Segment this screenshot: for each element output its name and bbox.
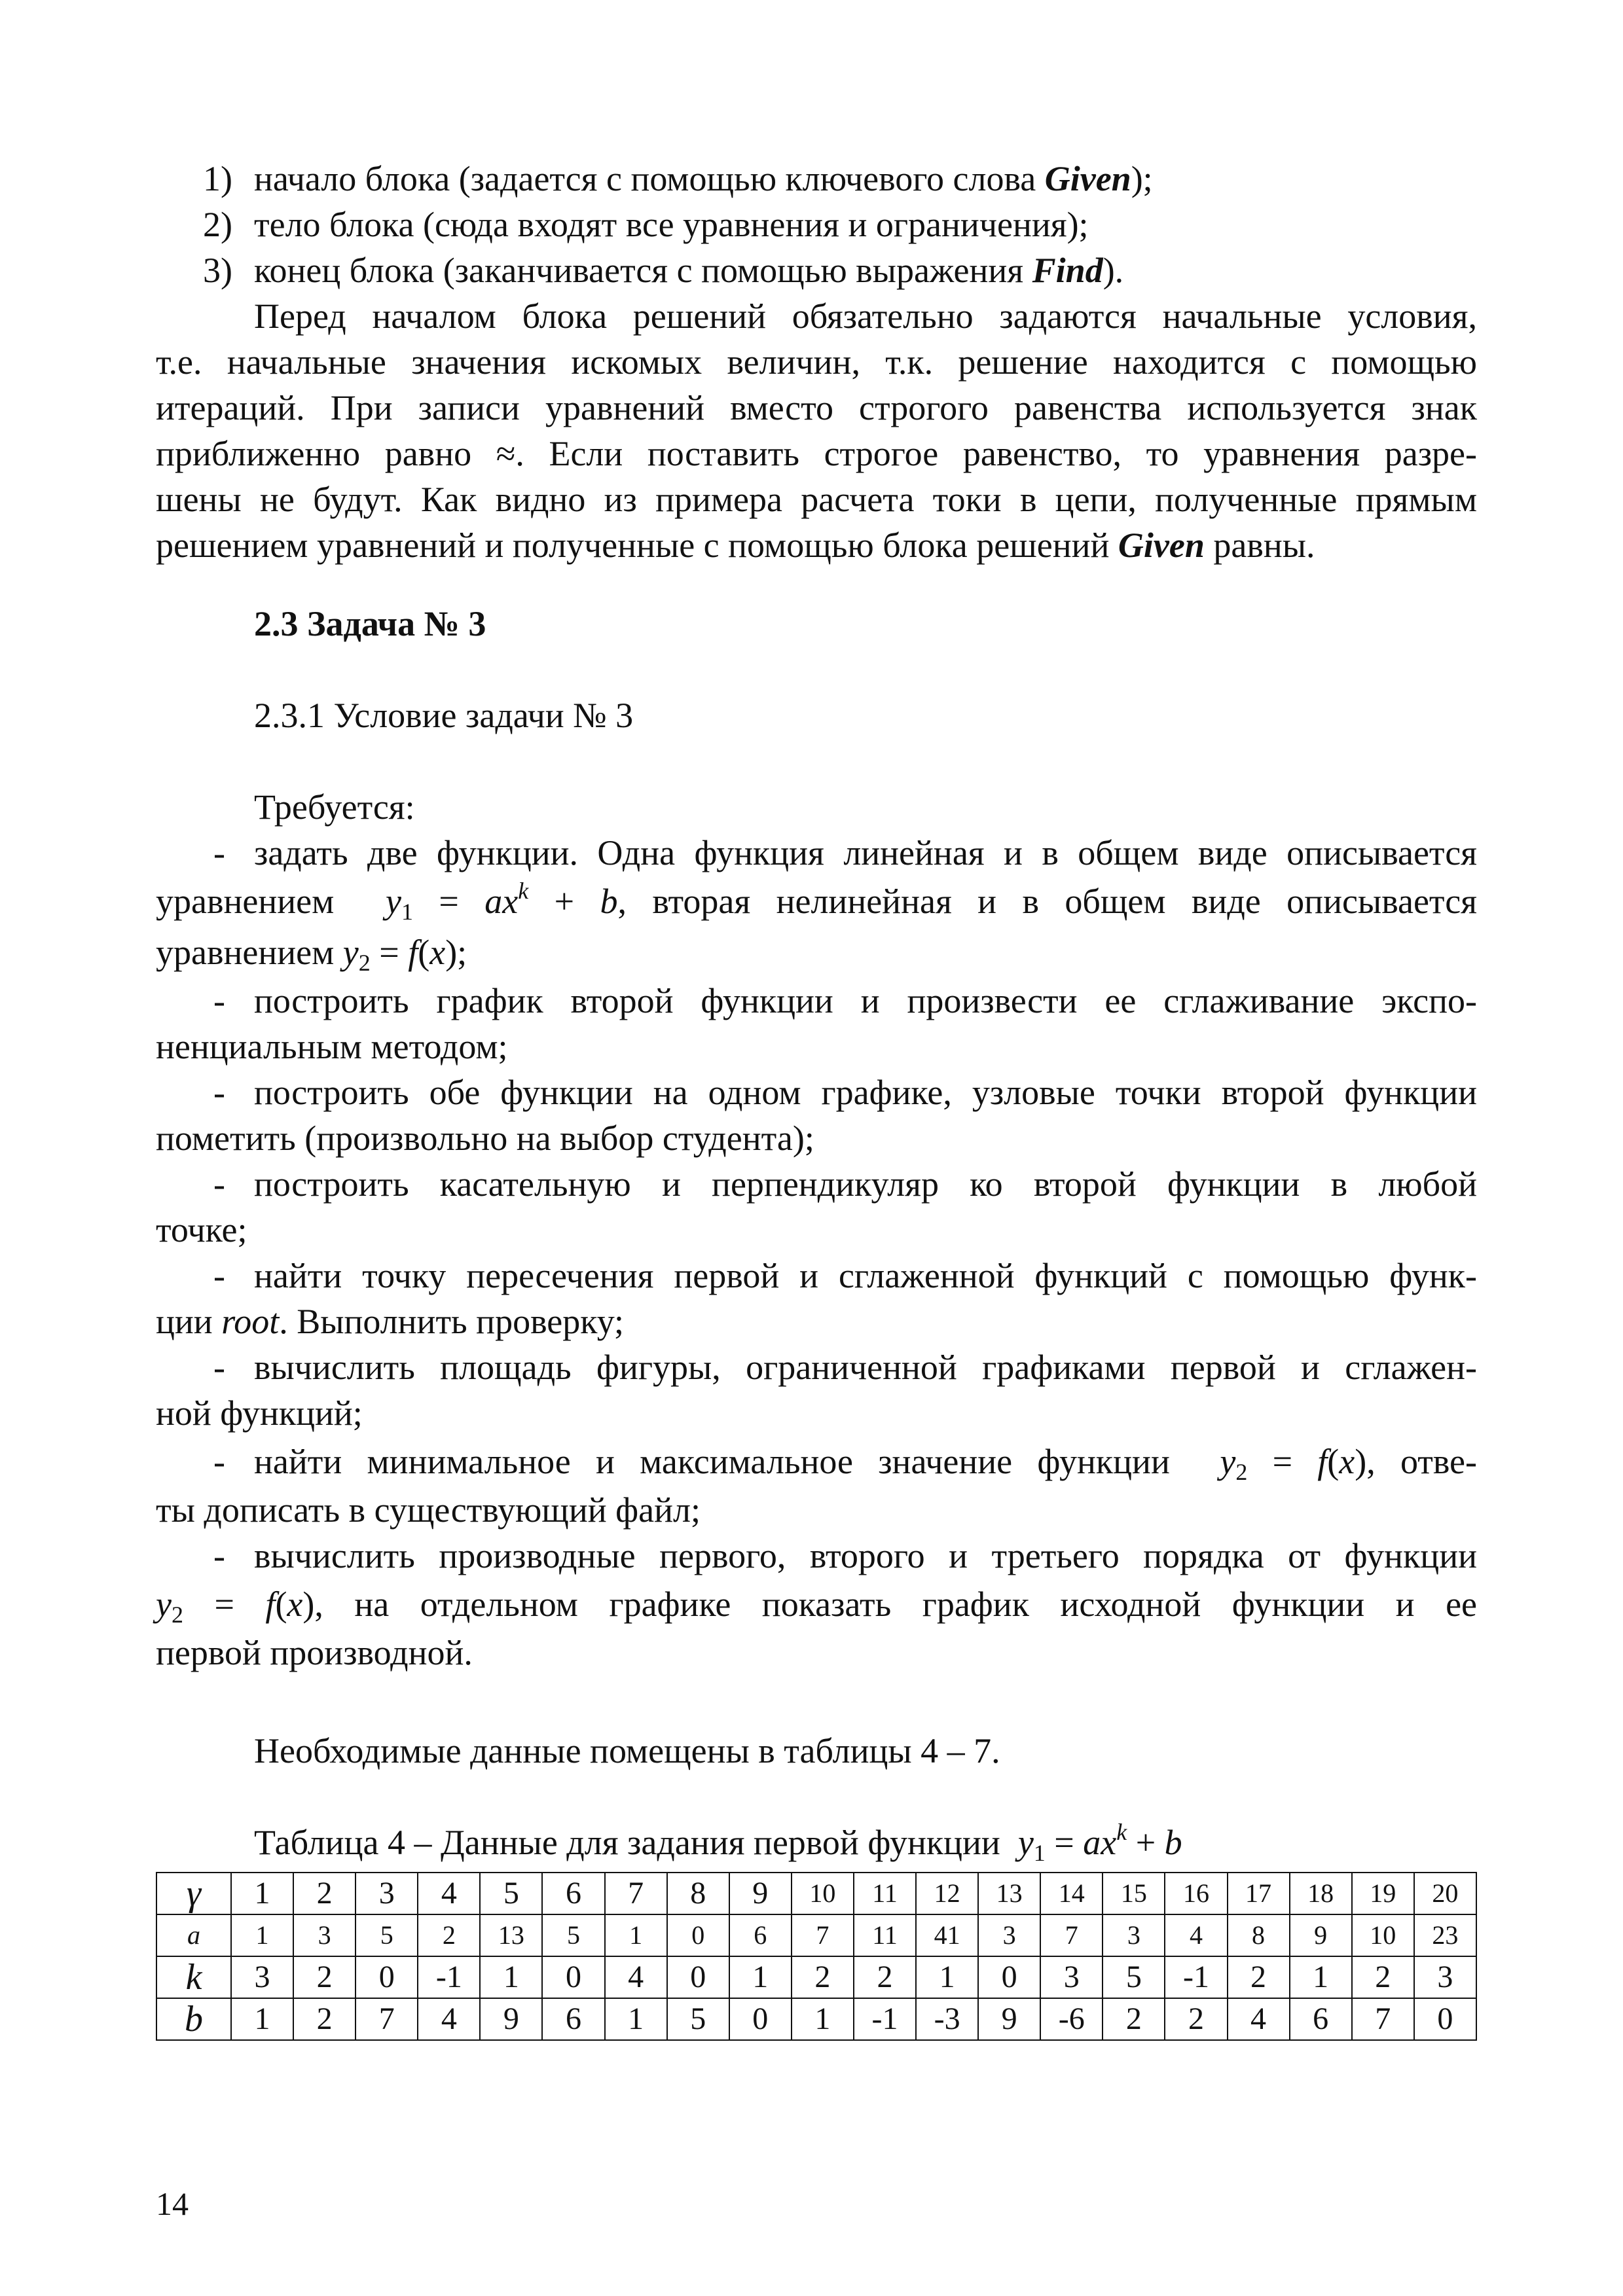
table-cell: 9 — [1290, 1914, 1352, 1956]
table-cell: 2 — [792, 1956, 854, 1998]
table-cell: 7 — [1040, 1914, 1103, 1956]
table-cell: 2 — [1165, 1998, 1227, 2040]
formula-y2: $y_2 = f(x)$ — [334, 933, 458, 976]
table-cell: 13 — [480, 1914, 542, 1956]
formula-y1: $y_1 = ax^k + b$ — [359, 878, 618, 925]
table-cell: 2 — [418, 1914, 480, 1956]
row-gamma — [156, 1873, 1476, 1914]
table-cell: 3 — [293, 1914, 356, 1956]
table-cell: 2 — [1352, 1956, 1414, 1998]
table-cell: 5 — [667, 1998, 729, 2040]
table-cell: -3 — [916, 1998, 978, 2040]
table-cell: 5 — [480, 1873, 542, 1914]
table-cell: 1 — [729, 1956, 792, 1998]
table-cell: 5 — [1103, 1956, 1165, 1998]
table-cell: 10 — [1352, 1914, 1414, 1956]
table-caption: Таблица 4 – Данные для задания первой функции $y_1 = ax^k + b$ — [254, 1819, 1182, 1866]
table-cell: 7 — [356, 1998, 418, 2040]
table-cell: 3 — [231, 1956, 293, 1998]
table-cell: 8 — [667, 1873, 729, 1914]
table-cell: 9 — [729, 1873, 792, 1914]
table-cell: 4 — [418, 1998, 480, 2040]
table-cell: 18 — [1290, 1873, 1352, 1914]
row-label: γ — [156, 1873, 231, 1914]
table-cell: 12 — [916, 1873, 978, 1914]
list-item: - построить график второй функции и произвести ее сглаживание экспо- — [213, 981, 1477, 1020]
table-cell: 3 — [1103, 1914, 1165, 1956]
task-list: - задать две функции. Одна функция линейная и в общем виде описывается уравнением $y_1 = ax^k + b$, вторая нелинейная и в общем виде описывается уравнением $y_2 = f(x)$; - построить график второй функции и произвести ее сглаживание экспо- ненциальным методом; - построить обе функции на одном графике, узловые точки второй функции пометить (произвольно на выбор студента); - построить касательную и перпендикуляр ко второй функции в любой точке; - найти точку пересечения первой и сглаженной функций с помощью функ- ции root. Выполнить проверку; - вычислить площадь фигуры, ограниченной графиками первой и сглажен- ной функций; - найти минимальное и максимальное значение функции $y_2 = f(x)$, отве- ты дописать в существующий файл; - вычислить производные первого, второго и третьего порядка от функции $y_2 = f(x)$, на отдельном графике показать график исходной функции и ее первой производной. — [156, 830, 1477, 1676]
row-k — [156, 1956, 1476, 1998]
table-cell: 10 — [792, 1873, 854, 1914]
table-cell: -1 — [854, 1998, 916, 2040]
keyword-given: Given — [1044, 159, 1131, 198]
row-a — [156, 1914, 1476, 1956]
list-text: начало блока (задается с помощью ключевого слова — [254, 159, 1045, 198]
list-item: - построить обе функции на одном графике, узловые точки второй функции — [213, 1073, 1477, 1112]
table-cell: 4 — [1165, 1914, 1227, 1956]
table-cell: 14 — [1040, 1873, 1103, 1914]
table-cell: 16 — [1165, 1873, 1227, 1914]
table-cell: 2 — [293, 1873, 356, 1914]
table-cell: 9 — [978, 1998, 1040, 2040]
table-cell: 3 — [356, 1873, 418, 1914]
table-cell: 1 — [231, 1914, 293, 1956]
list-item: - задать две функции. Одна функция линейная и в общем виде описывается — [213, 833, 1477, 872]
keyword-root: root — [221, 1302, 280, 1341]
table-cell: -1 — [1165, 1956, 1227, 1998]
table-cell: 2 — [293, 1998, 356, 2040]
table-cell: 7 — [1352, 1998, 1414, 2040]
table-cell: 1 — [916, 1956, 978, 1998]
table-cell: 11 — [854, 1873, 916, 1914]
table-cell: 23 — [1414, 1914, 1476, 1956]
table-cell: 20 — [1414, 1873, 1476, 1914]
list-item: - найти минимальное и максимальное значение функции $y_2 = f(x)$, отве- — [213, 1442, 1477, 1485]
table-cell: 41 — [916, 1914, 978, 1956]
table-cell: 7 — [605, 1873, 667, 1914]
table-cell: 2 — [293, 1956, 356, 1998]
list-text: тело блока (сюда входят все уравнения и ограничения); — [254, 205, 1089, 244]
table-cell: 5 — [356, 1914, 418, 1956]
table-cell: 0 — [729, 1998, 792, 2040]
list-item-3: 3) конец блока (заканчивается с помощью выражения Find). — [0, 247, 1623, 293]
table-cell: 0 — [667, 1914, 729, 1956]
table-cell: 0 — [978, 1956, 1040, 1998]
list-item: - вычислить производные первого, второго и третьего порядка от функции — [213, 1536, 1477, 1575]
table-cell: 1 — [1290, 1956, 1352, 1998]
formula-y2: $y_2 = f(x)$ — [156, 1585, 315, 1628]
paragraph-given-block: Перед началом блока решений обязательно задаются начальные условия, т.е. начальные значения искомых величин, т.к. решение находится с помощью итераций. При записи уравнений вместо строгого равенства используется знак приближенно равно ≈. Если поставить строгое равенство, то уравнения разре- шены не будут. Как видно из примера расчета токи в цепи, полученные прямым решением уравнений и полученные с помощью блока решений Given равны. — [156, 296, 1477, 565]
keyword-find: Find — [1032, 251, 1103, 290]
page-number: 14 — [156, 2185, 189, 2222]
list-item: - найти точку пересечения первой и сглаженной функций с помощью функ- — [213, 1256, 1477, 1295]
table-cell: 1 — [605, 1998, 667, 2040]
row-label: k — [156, 1956, 231, 1998]
list-number: 1) — [203, 159, 232, 198]
table-cell: 13 — [978, 1873, 1040, 1914]
table-cell: 2 — [854, 1956, 916, 1998]
data-note: Необходимые данные помещены в таблицы 4 – 7. — [254, 1731, 1000, 1770]
table-cell: 6 — [1290, 1998, 1352, 2040]
table-cell: 4 — [418, 1873, 480, 1914]
formula-y1: $y_1 = ax^k + b$ — [1000, 1819, 1182, 1866]
table-cell: 6 — [542, 1998, 604, 2040]
table-cell: 5 — [542, 1914, 604, 1956]
table-cell: 19 — [1352, 1873, 1414, 1914]
table-cell: 1 — [231, 1873, 293, 1914]
table-cell: 2 — [1228, 1956, 1290, 1998]
table-cell: 6 — [542, 1873, 604, 1914]
table-cell: 8 — [1228, 1914, 1290, 1956]
table-cell: 9 — [480, 1998, 542, 2040]
list-text: конец блока (заканчивается с помощью выражения — [254, 251, 1032, 290]
list-item: - вычислить площадь фигуры, ограниченной графиками первой и сглажен- — [213, 1348, 1477, 1387]
table-cell: 3 — [1040, 1956, 1103, 1998]
formula-y2: $y_2 = f(x)$ — [1195, 1442, 1367, 1485]
section-title: 2.3 Задача № 3 — [254, 604, 486, 643]
table-cell: 1 — [792, 1998, 854, 2040]
table-cell: 15 — [1103, 1873, 1165, 1914]
table-cell: 3 — [1414, 1956, 1476, 1998]
list-item: - построить касательную и перпендикуляр ко второй функции в любой — [213, 1164, 1477, 1204]
table-cell: 6 — [729, 1914, 792, 1956]
row-b — [156, 1998, 1476, 2040]
table-cell: 0 — [667, 1956, 729, 1998]
table-cell: 4 — [1228, 1998, 1290, 2040]
requires-label: Требуется: — [254, 787, 415, 827]
table-cell: 0 — [356, 1956, 418, 1998]
table-cell: 7 — [792, 1914, 854, 1956]
table-cell: 1 — [605, 1914, 667, 1956]
table-cell: 2 — [1103, 1998, 1165, 2040]
subsection-title: 2.3.1 Условие задачи № 3 — [254, 696, 634, 735]
list-item-2 — [0, 202, 1623, 247]
row-label: a — [156, 1914, 231, 1956]
list-number: 2) — [203, 205, 232, 244]
table-cell: 1 — [231, 1998, 293, 2040]
table-cell: 11 — [854, 1914, 916, 1956]
keyword-given: Given — [1118, 526, 1205, 565]
table-cell: 0 — [542, 1956, 604, 1998]
row-label: b — [156, 1998, 231, 2040]
table-cell: -6 — [1040, 1998, 1103, 2040]
table-cell: 4 — [605, 1956, 667, 1998]
table-cell: 3 — [978, 1914, 1040, 1956]
list-item-1: 1) начало блока (задается с помощью ключевого слова Given); — [0, 156, 1623, 202]
data-table-4 — [156, 1872, 1477, 2041]
table-cell: -1 — [418, 1956, 480, 1998]
table-cell: 0 — [1414, 1998, 1476, 2040]
table-cell: 1 — [480, 1956, 542, 1998]
table-cell: 17 — [1228, 1873, 1290, 1914]
list-number: 3) — [203, 251, 232, 290]
